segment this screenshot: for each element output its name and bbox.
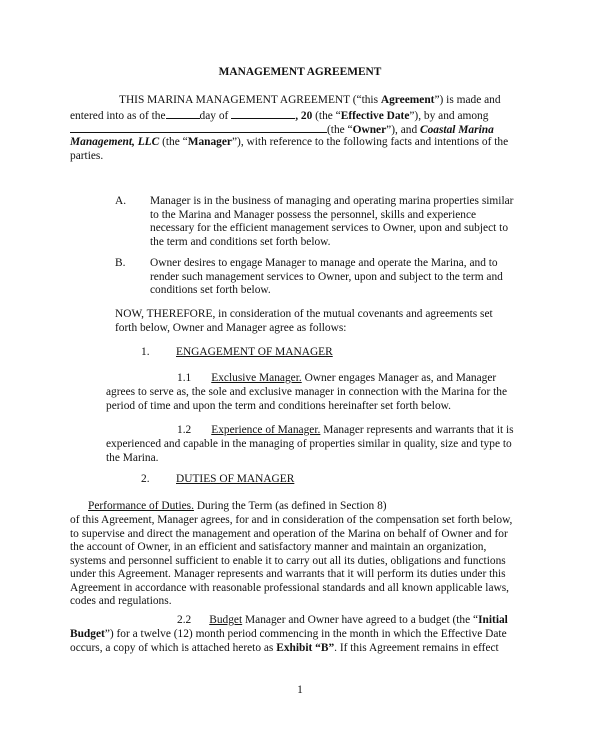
page-title: MANAGEMENT AGREEMENT (218, 66, 382, 78)
subsection-2-2-line-3: occurs, a copy of which is attached hereto as Exhibit “B”. If this Agreement remains in effect (70, 642, 499, 654)
recital-a-letter: A. (115, 195, 127, 207)
subsection-2-2-line-2: Budget”) for a twelve (12) month period commencing in the month in which the Effective Date (70, 628, 507, 640)
subsection-2-2-line-1: 2.2 Budget Manager and Owner have agreed to a budget (the “Initial (177, 614, 508, 626)
performance-paragraph: of this Agreement, Manager agrees, for and in consideration of the compensation set forth below, to supervise and direct the management and operation of the Marina on behalf of Owner and for the account of Owner, in an efficient and satisfactory manner and maintain an organization, systems and personnel sufficient to enable it to carry out all its duties, obligations and functions under this Agreement. Manager represents and warrants that it will perform its duties under this Agreement in accordance with reasonable professional standards and all known applicable laws, codes and regulations. (70, 514, 513, 607)
subsection-1-1-line-3: period of time and upon the term and conditions hereinafter set forth below. (106, 400, 451, 412)
section-2-number: 2. (141, 473, 150, 485)
now-therefore-paragraph: NOW, THEREFORE, in consideration of the mutual covenants and agreements set forth below, Owner and Manager agree as follows: (115, 308, 493, 334)
subsection-1-2-line-3: the Marina. (106, 452, 159, 464)
intro-line-2: entered into as of the day of , 20 (the “Effective Date”), by and among (70, 110, 489, 122)
intro-line-1: THIS MARINA MANAGEMENT AGREEMENT (“this Agreement”) is made and (119, 94, 501, 106)
subsection-1-1-line-1: 1.1 Exclusive Manager. Owner engages Manager as, and Manager (177, 372, 497, 384)
intro-line-5: parties. (70, 150, 104, 162)
performance-line-1: Performance of Duties. During the Term (as defined in Section 8) (88, 500, 387, 512)
intro-line-3: (the “Owner”), and Coastal Marina (70, 122, 494, 138)
subsection-1-2-line-1: 1.2 Experience of Manager. Manager represents and warrants that it is (177, 424, 514, 436)
recital-a-text: Manager is in the business of managing and operating marina properties similar to the Marina and Manager possess the personnel, skills and experience necessary for the efficient management services to Owner, upon and subject to the term and conditions set forth below. (150, 195, 514, 248)
owner-name-blank (70, 122, 327, 133)
subsection-1-2-line-2: experienced and capable in the managing of properties similar in quality, size and type to (106, 438, 512, 450)
day-blank (166, 108, 200, 119)
intro-line-4: Management, LLC (the “Manager”), with reference to the following facts and intentions of the (70, 136, 509, 148)
section-2-heading: DUTIES OF MANAGER (176, 473, 295, 485)
section-1-number: 1. (141, 346, 150, 358)
section-1-heading: ENGAGEMENT OF MANAGER (176, 346, 333, 358)
subsection-1-1-line-2: agrees to serve as, the sole and exclusive manager in connection with the Marina for the (106, 386, 508, 398)
month-blank (231, 108, 295, 119)
recital-b-letter: B. (115, 257, 126, 269)
page-number: 1 (297, 684, 303, 696)
recital-b-text: Owner desires to engage Manager to manage and operate the Marina, and to render such management services to Owner, upon and subject to the term and conditions set forth below. (150, 257, 503, 296)
